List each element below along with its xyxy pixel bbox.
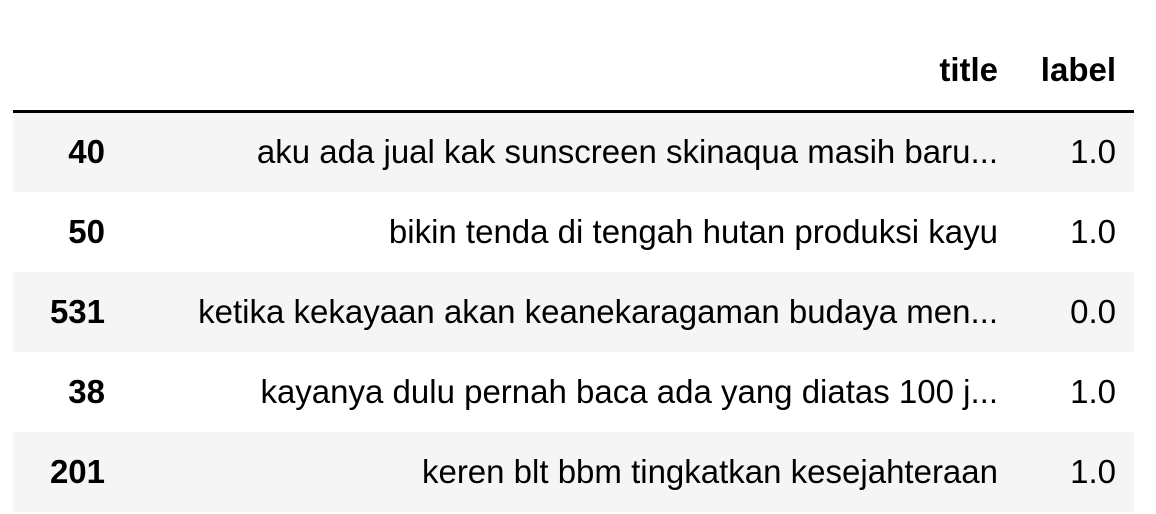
row-index: 50 bbox=[68, 212, 105, 250]
table-header bbox=[13, 30, 1134, 112]
label-cell: 1.0 bbox=[1070, 452, 1116, 490]
row-index: 531 bbox=[49, 292, 105, 330]
title-cell: bikin tenda di tengah hutan produksi kayu bbox=[388, 212, 998, 250]
table-row bbox=[13, 192, 1134, 272]
label-cell: 1.0 bbox=[1070, 212, 1116, 250]
label-column-header: label bbox=[1016, 30, 1134, 112]
row-index: 38 bbox=[68, 372, 105, 410]
row-index: 40 bbox=[68, 133, 105, 171]
title-cell: aku ada jual kak sunscreen skinaqua masih baru... bbox=[256, 133, 998, 171]
label-cell: 1.0 bbox=[1070, 133, 1116, 171]
table-row bbox=[13, 112, 1134, 192]
title-cell: keren blt bbm tingkatkan kesejahteraan bbox=[421, 452, 998, 490]
label-cell: 1.0 bbox=[1070, 372, 1116, 410]
title-cell: kayanya dulu pernah baca ada yang diatas 100 j... bbox=[260, 372, 998, 410]
table-row bbox=[13, 272, 1134, 352]
dataframe-output bbox=[13, 30, 1134, 512]
row-index: 201 bbox=[49, 452, 105, 490]
title-column-header: title bbox=[127, 30, 1016, 112]
table-body bbox=[13, 112, 1134, 512]
header-row bbox=[13, 30, 1134, 112]
dataframe-table bbox=[13, 30, 1134, 512]
table-row bbox=[13, 352, 1134, 432]
title-cell: ketika kekayaan akan keanekaragaman budaya men... bbox=[198, 292, 998, 330]
label-cell: 0.0 bbox=[1070, 292, 1116, 330]
index-column-header bbox=[13, 30, 127, 112]
table-row bbox=[13, 432, 1134, 512]
